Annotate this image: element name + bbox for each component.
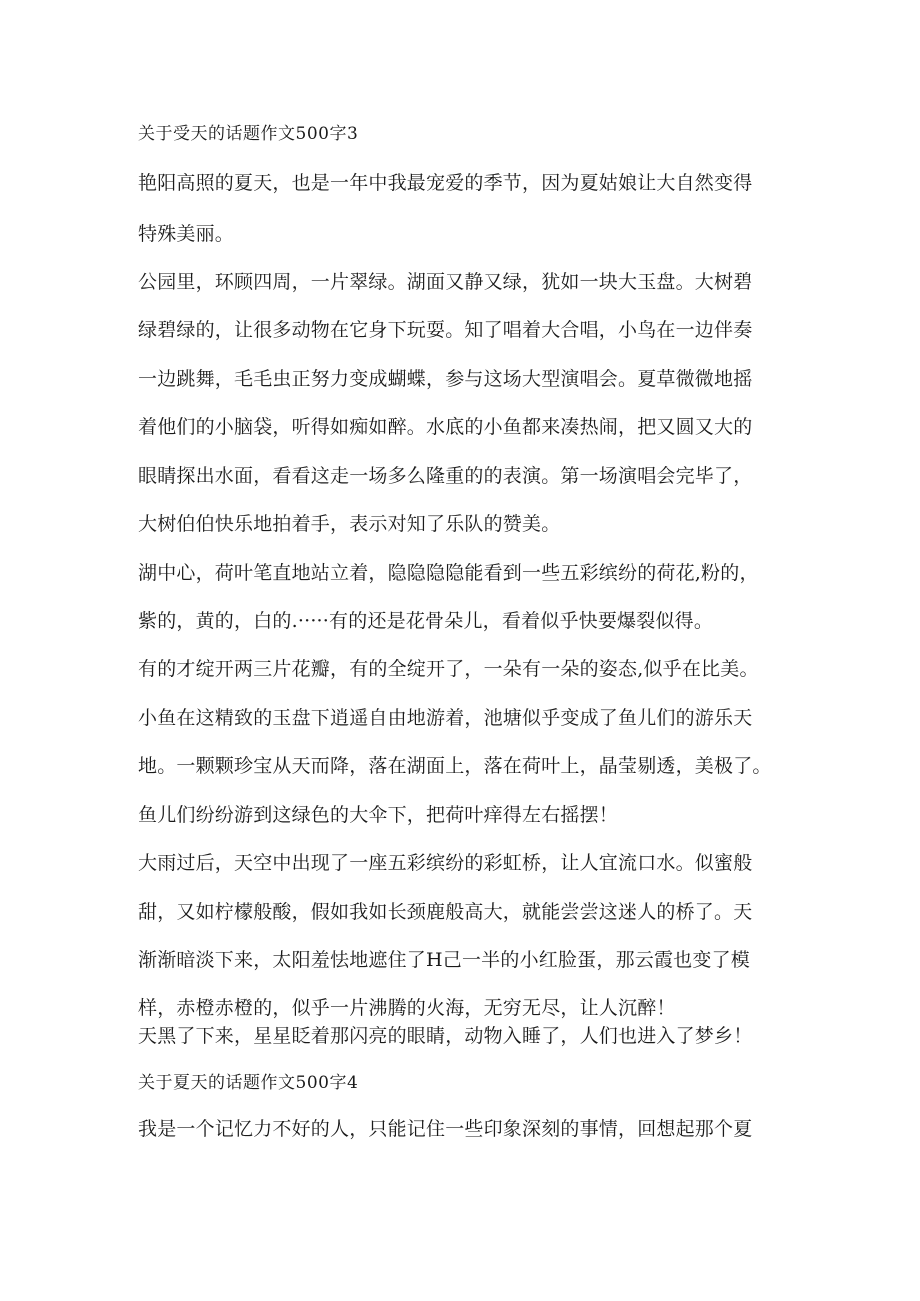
- paragraph-line: 大雨过后，天空中出现了一座五彩缤纷的彩虹桥，让人宜流口水。似蜜般: [138, 852, 753, 874]
- paragraph-line: 公园里，环顾四周，一片翠绿。湖面又静又绿，犹如一块大玉盘。大树碧: [138, 271, 753, 293]
- paragraph-line: 一边跳舞，毛毛虫正努力变成蝴蝶，参与这场大型演唱会。夏草微微地摇: [138, 368, 753, 390]
- essay-heading-4: 关于夏天的话题作文500字4: [138, 1073, 359, 1093]
- paragraph-line: 我是一个记忆力不好的人，只能记住一些印象深刻的事情，回想起那个夏: [138, 1118, 753, 1140]
- paragraph-line: 地。一颗颗珍宝从天而降，落在湖面上，落在荷叶上，晶莹剔透，美极了。: [138, 755, 772, 777]
- paragraph-line: 鱼儿们纷纷游到这绿色的大伞下，把荷叶痒得左右摇摆！: [138, 804, 619, 826]
- paragraph-line: 样，赤橙赤橙的，似乎一片沸腾的火海，无穷无尽，让人沉醉！: [138, 997, 676, 1019]
- paragraph-line: 小鱼在这精致的玉盘下逍遥自由地游着，池塘似乎变成了鱼儿们的游乐天: [138, 707, 753, 729]
- paragraph-line: 绿碧绿的，让很多动物在它身下玩耍。知了唱着大合唱，小鸟在一边伴奏: [138, 319, 753, 341]
- paragraph-line: 着他们的小脑袋，听得如痴如醉。水底的小鱼都来凑热闹，把又圆又大的: [138, 416, 753, 438]
- paragraph-line: 紫的，黄的，白的.·····有的还是花骨朵儿，看着似乎快要爆裂似得。: [138, 610, 714, 632]
- paragraph-line: 渐渐暗淡下来，太阳羞怯地遮住了H己一半的小红脸蛋，那云霞也变了模: [138, 949, 750, 971]
- essay-heading-3: 关于受天的话题作文500字3: [138, 124, 359, 144]
- paragraph-line: 大树伯伯快乐地拍着手，表示对知了乐队的赞美。: [138, 513, 561, 535]
- paragraph-line: 甜，又如柠檬般酸，假如我如长颈鹿般高大，就能尝尝这迷人的桥了。天: [138, 901, 753, 923]
- paragraph-line: 特殊美丽。: [138, 223, 235, 245]
- paragraph-line: 湖中心，荷叶笔直地站立着，隐隐隐隐能看到一些五彩缤纷的荷花,粉的，: [138, 562, 759, 584]
- paragraph-line: 艳阳高照的夏天，也是一年中我最宠爱的季节，因为夏姑娘让大自然变得: [138, 172, 753, 194]
- paragraph-line: 天黑了下来，星星眨着那闪亮的眼睛，动物入睡了，人们也进入了梦乡！: [138, 1025, 753, 1047]
- paragraph-line: 有的才绽开两三片花瓣，有的全绽开了，一朵有一朵的姿态,似乎在比美。: [138, 658, 759, 680]
- paragraph-line: 眼睛探出水面，看看这走一场多么隆重的的表演。第一场演唱会完毕了，: [138, 465, 753, 487]
